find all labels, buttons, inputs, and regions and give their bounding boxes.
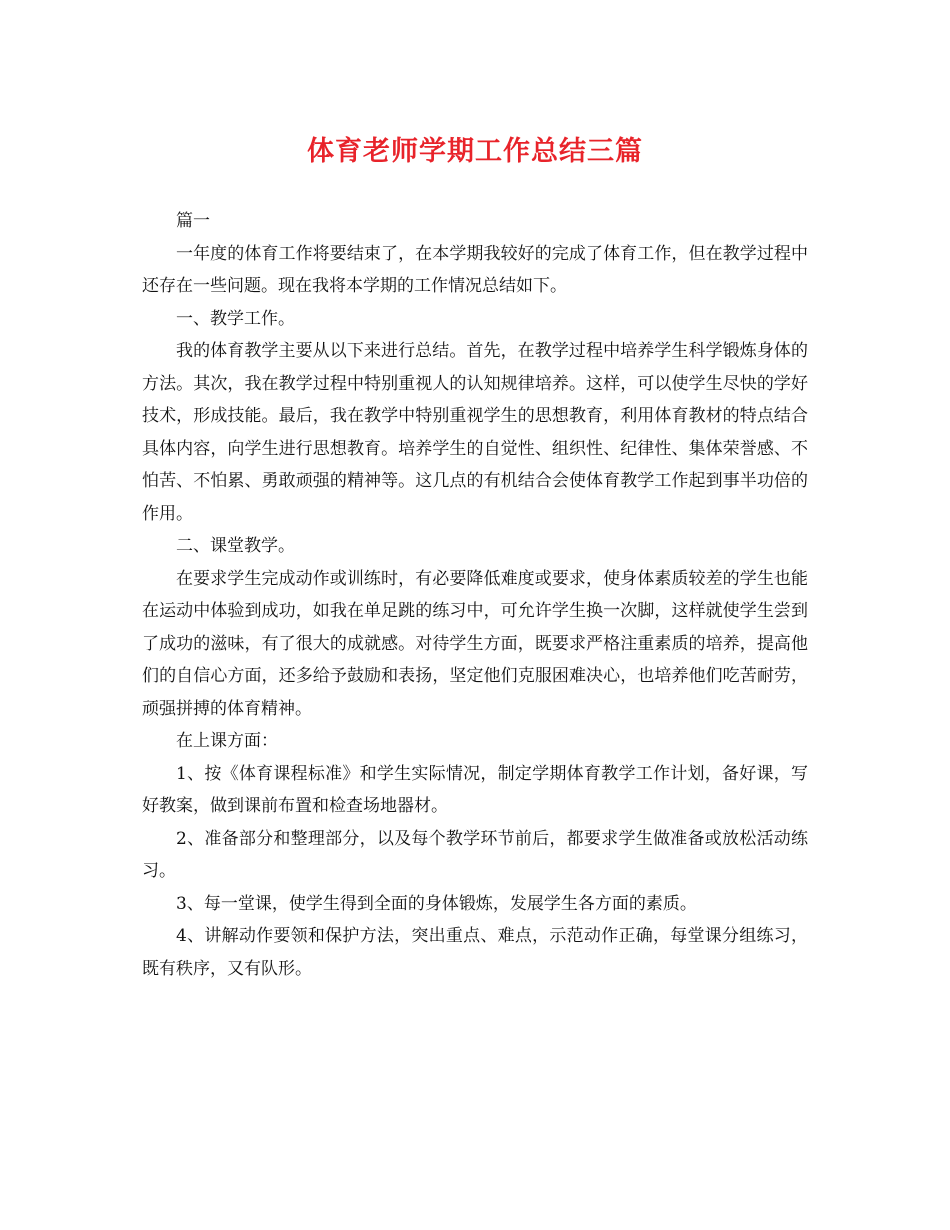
paragraph-intro: 一年度的体育工作将要结束了，在本学期我较好的完成了体育工作，但在教学过程中还存在一些问题。现在我将本学期的工作情况总结如下。	[142, 243, 808, 296]
section-heading-teaching-work: 一、教学工作。	[176, 308, 295, 329]
list-item-1: 1、按《体育课程标准》和学生实际情况，制定学期体育教学工作计划，备好课，写好教案，做到课前布置和检查场地器材。	[142, 763, 808, 816]
section-heading-part-one: 篇一	[176, 211, 210, 231]
section-heading-lessons: 在上课方面：	[176, 731, 278, 751]
list-item-4: 4、讲解动作要领和保护方法，突出重点、难点，示范动作正确，每堂课分组练习，既有秩序，又有队形。	[142, 926, 808, 979]
list-item-2: 2、准备部分和整理部分，以及每个教学环节前后，都要求学生做准备或放松活动练习。	[142, 828, 808, 881]
list-item-3: 3、每一堂课，使学生得到全面的身体锻炼，发展学生各方面的素质。	[176, 893, 697, 914]
paragraph-teaching-work: 我的体育教学主要从以下来进行总结。首先，在教学过程中培养学生科学锻炼身体的方法。其次，我在教学过程中特别重视人的认知规律培养。这样，可以使学生尽快的学好技术，形成技能。最后，我在教学中特别重视学生的思想教育，利用体育教材的特点结合具体内容，向学生进行思想教育。培养学生的自觉性、组织性、纪律性、集体荣誉感、不怕苦、不怕累、勇敢顽强的精神等。这几点的有机结合会使体育教学工作起到事半功倍的作用。	[142, 341, 808, 524]
document-title: 体育老师学期工作总结三篇	[307, 136, 643, 167]
paragraph-classroom-teaching: 在要求学生完成动作或训练时，有必要降低难度或要求，使身体素质较差的学生也能在运动中体验到成功，如我在单足跳的练习中，可允许学生换一次脚，这样就使学生尝到了成功的滋味，有了很大的成就感。对待学生方面，既要求严格注重素质的培养，提高他们的自信心方面，还多给予鼓励和表扬，坚定他们克服困难决心，也培养他们吃苦耐劳，顽强拼搏的体育精神。	[142, 568, 808, 719]
document-body	[142, 205, 808, 985]
section-heading-classroom-teaching: 二、课堂教学。	[176, 536, 295, 556]
